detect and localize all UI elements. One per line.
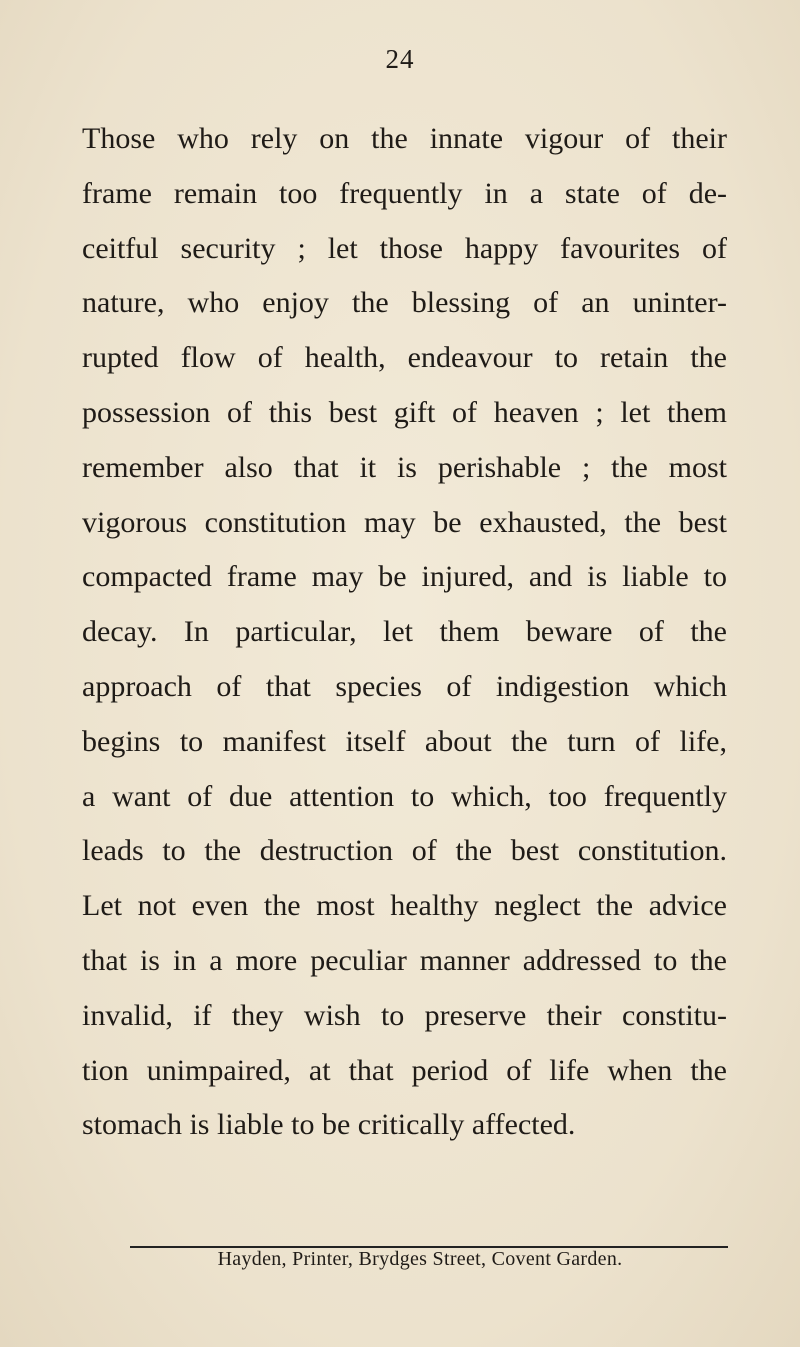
- text-line: tion unimpaired, at that period of life when the: [82, 1053, 727, 1087]
- text-line: vigorous constitution may be exhausted, the best: [82, 505, 727, 539]
- text-line: a want of due attention to which, too frequently: [82, 779, 727, 813]
- text-line: compacted frame may be injured, and is liable to: [82, 560, 727, 594]
- printer-imprint: Hayden, Printer, Brydges Street, Covent Garden.: [217, 1248, 623, 1270]
- text-line: possession of this best gift of heaven ; let them: [82, 395, 727, 429]
- text-line: stomach is liable to be critically affected.: [82, 1108, 576, 1142]
- text-line: decay. In particular, let them beware of the: [82, 615, 727, 649]
- text-line: remember also that it is perishable ; the most: [82, 450, 727, 484]
- text-line: approach of that species of indigestion which: [82, 669, 727, 703]
- text-line: rupted flow of health, endeavour to retain the: [82, 341, 727, 375]
- body-paragraph: [82, 112, 727, 1153]
- text-line: that is in a more peculiar manner addressed to the: [82, 943, 727, 977]
- text-line: ceitful security ; let those happy favourites of: [82, 231, 727, 265]
- page-number: 24: [385, 44, 415, 74]
- text-line: Let not even the most healthy neglect the advice: [82, 889, 727, 923]
- text-line: frame remain too frequently in a state of de-: [82, 176, 727, 210]
- text-line: begins to manifest itself about the turn of life,: [82, 724, 727, 758]
- text-line: invalid, if they wish to preserve their constitu-: [82, 998, 727, 1032]
- text-line: nature, who enjoy the blessing of an uninter-: [82, 286, 727, 320]
- text-line: Those who rely on the innate vigour of their: [82, 122, 727, 155]
- text-line: leads to the destruction of the best constitution.: [82, 834, 727, 868]
